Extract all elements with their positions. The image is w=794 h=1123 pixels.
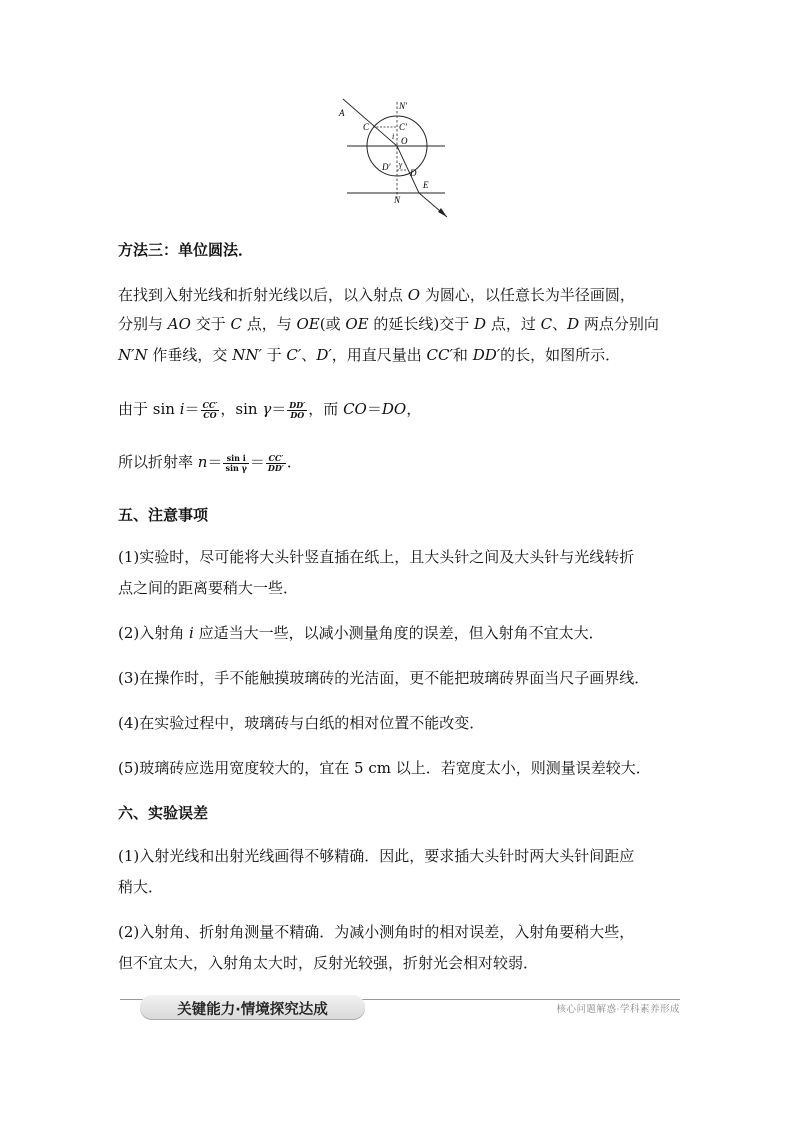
refraction-circle-diagram <box>335 96 455 218</box>
section5-item5: (5)玻璃砖应选用宽度较大的，宜在 5 cm 以上．若宽度太小，则测量误差较大． <box>118 759 651 777</box>
fraction-sin-ratio: $\frac{\text{sin i}}{\text{sin γ}}$ <box>225 452 247 473</box>
section-banner <box>120 995 680 1025</box>
label-O: O <box>401 136 408 146</box>
banner-tab <box>140 995 365 1020</box>
section6-heading: 六、实验误差 <box>118 804 209 822</box>
label-C: C <box>363 122 370 132</box>
section5-item4: (4)在实验过程中，玻璃砖与白纸的相对位置不能改变． <box>118 714 485 732</box>
section6-item2-line2: 但不宜太大，入射角太大时，反射光较强，折射光会相对较弱． <box>118 954 539 972</box>
label-E: E <box>423 180 429 190</box>
label-C-prime: C′ <box>399 122 407 132</box>
equation-refractive-index: 所以折射率 n＝ $\frac{\text{sin i}}{\text{sin γ}}$ ＝ $\frac{CC'}{DD'}$ ． <box>118 452 302 473</box>
section6-item1-line2: 稍大． <box>118 878 164 896</box>
section5-heading: 五、注意事项 <box>118 506 209 524</box>
label-N-prime: N′ <box>399 101 407 111</box>
section5-item3: (3)在操作时，手不能触摸玻璃砖的光洁面，更不能把玻璃砖界面当尺子画界线． <box>118 669 650 687</box>
fraction-cc-dd: $\frac{CC'}{DD'}$ <box>267 452 284 473</box>
section6-item2-line1: (2)入射角、折射角测量不精确．为减小测角时的相对误差，入射角要稍大些， <box>118 923 635 941</box>
section6-item1-line1: (1)入射光线和出射光线画得不够精确．因此，要求插大头针时两大头针间距应 <box>118 847 635 865</box>
fraction-cc-co: $\frac{CC'}{CO}$ <box>202 399 218 420</box>
label-gamma: γ <box>399 160 403 169</box>
method3-para-line1: 在找到入射光线和折射光线以后，以入射点 O 为圆心，以任意长为半径画圆， <box>118 286 635 304</box>
method3-para-line3: N′N 作垂线，交 NN′ 于 C′、D′，用直尺量出 CC′和 DD′的长，如图所示． <box>118 346 621 364</box>
emergent-ray-arrow <box>438 208 447 217</box>
equation-sine-ratios: 由于 sin i＝ $\frac{CC'}{CO}$ ，sin γ＝ $\frac{DD'}{DO}$ ，而 CO＝DO， <box>118 399 422 420</box>
label-N: N <box>394 195 401 205</box>
label-D: D <box>410 168 417 178</box>
label-A: A <box>339 108 345 118</box>
method3-heading: 方法三：单位圆法． <box>118 241 254 259</box>
section5-item1-line2: 点之间的距离要稍大一些． <box>118 579 299 597</box>
label-i: i <box>392 132 395 141</box>
incident-ray <box>343 99 397 146</box>
banner-subtitle: 核心问题解惑·学科素养形成 <box>556 1004 680 1015</box>
banner-title: 关键能力·情境探究达成 <box>177 1002 328 1018</box>
fraction-dd-do: $\frac{DD'}{DO}$ <box>289 399 306 420</box>
label-D-prime: D′ <box>382 162 391 172</box>
section5-item2: (2)入射角 i 应适当大一些，以减小测量角度的误差，但入射角不宜太大． <box>118 624 604 642</box>
section5-item1-line1: (1)实验时，尽可能将大头针竖直插在纸上，且大头针之间及大头针与光线转折 <box>118 548 635 566</box>
method3-para-line2: 分别与 AO 交于 C 点，与 OE(或 OE 的延长线)交于 D 点，过 C、D 两点分别向 <box>118 315 659 333</box>
